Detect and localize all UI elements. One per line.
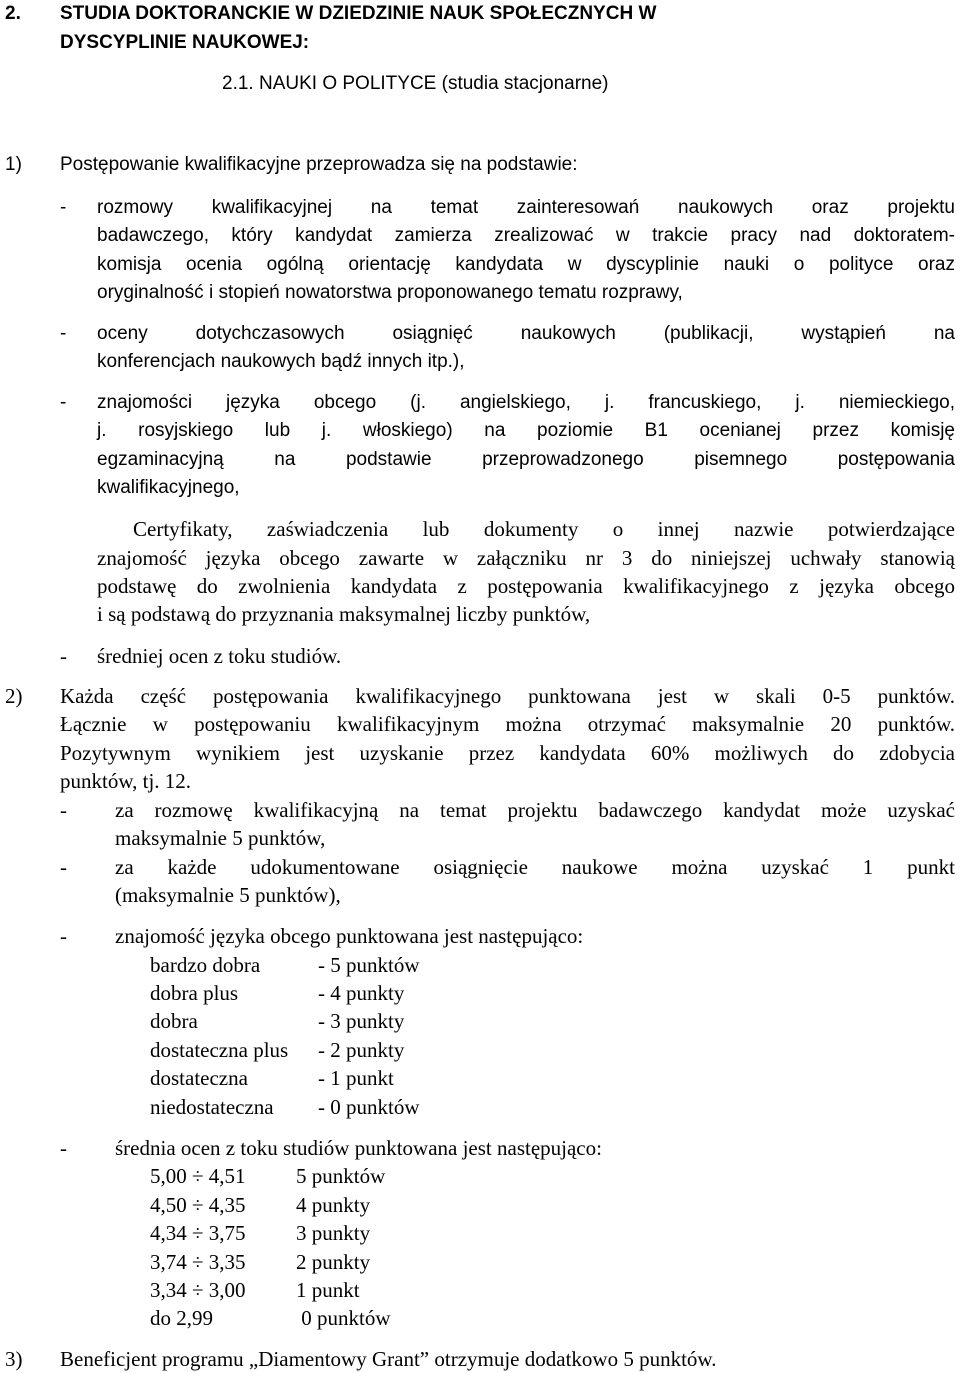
section-2-intro-line-2: Łącznie w postępowaniu kwalifikacyjnym można otrzymać maksymalnie 20 punktów. xyxy=(60,712,955,736)
section-1-b-line-2: konferencjach naukowych bądź innych itp.), xyxy=(97,351,465,372)
section-1-intro: Postępowanie kwalifikacyjne przeprowadza się na podstawie: xyxy=(60,154,578,175)
section-2-c-dash: - xyxy=(60,924,67,948)
section-1-b-dash: - xyxy=(60,323,67,344)
section-1-a-line-1: rozmowy kwalifikacyjnej na temat zainteresowań naukowych oraz projektu xyxy=(97,197,955,218)
section-1-a-dash: - xyxy=(60,197,67,218)
avg-range: 4,34 ÷ 3,75 xyxy=(150,1221,246,1245)
subheading: 2.1. NAUKI O POLITYCE (studia stacjonarne) xyxy=(222,73,609,94)
lang-grade: dobra plus xyxy=(150,981,239,1005)
avg-range: 3,74 ÷ 3,35 xyxy=(150,1250,246,1274)
certificates-line-2: znajomość języka obcego zawarte w załączniku nr 3 do niniejszej uchwały stanowią xyxy=(97,546,955,570)
section-2-a-dash: - xyxy=(60,798,67,822)
section-1-b-line-1: oceny dotychczasowych osiągnięć naukowych (publikacji, wystąpień na xyxy=(97,323,955,344)
lang-points: - 0 punktów xyxy=(318,1095,420,1119)
avg-points: 2 punkty xyxy=(296,1250,371,1274)
heading-number: 2. xyxy=(5,3,21,24)
lang-grade: bardzo dobra xyxy=(150,953,261,977)
lang-points: - 3 punkty xyxy=(318,1009,405,1033)
avg-points: 1 punkt xyxy=(296,1278,360,1302)
section-1-c-dash: - xyxy=(60,392,67,413)
avg-points: 4 punkty xyxy=(296,1193,371,1217)
avg-range: 4,50 ÷ 4,35 xyxy=(150,1193,246,1217)
certificates-line-1: Certyfikaty, zaświadczenia lub dokumenty o innej nazwie potwierdzające xyxy=(133,517,955,541)
avg-range: 3,34 ÷ 3,00 xyxy=(150,1278,246,1302)
section-2-intro-line-1: Każda część postępowania kwalifikacyjnego punktowana jest w skali 0-5 punktów. xyxy=(60,684,955,708)
avg-points: 3 punkty xyxy=(296,1221,371,1245)
avg-points: 5 punktów xyxy=(296,1164,386,1188)
section-1-number: 1) xyxy=(5,154,22,175)
section-2-c: znajomość języka obcego punktowana jest następująco: xyxy=(115,924,584,948)
section-1-d: średniej ocen z toku studiów. xyxy=(97,644,342,668)
lang-points: - 1 punkt xyxy=(318,1066,394,1090)
certificates-line-3: podstawę do zwolnienia kandydata z postępowania kwalifikacyjnego z języka obcego xyxy=(97,574,955,598)
section-2-a-line-2: maksymalnie 5 punktów, xyxy=(115,826,326,850)
certificates-line-4: i są podstawą do przyznania maksymalnej liczby punktów, xyxy=(97,602,591,626)
section-2-a-line-1: za rozmowę kwalifikacyjną na temat projektu badawczego kandydat może uzyskać xyxy=(115,798,955,822)
avg-points: 0 punktów xyxy=(296,1306,391,1330)
section-2-d-dash: - xyxy=(60,1136,67,1160)
lang-grade: niedostateczna xyxy=(150,1095,274,1119)
section-1-c-line-3: egzaminacyjną na podstawie przeprowadzonego pisemnego postępowania xyxy=(97,449,955,470)
heading-line-1: STUDIA DOKTORANCKIE W DZIEDZINIE NAUK SPOŁECZNYCH W xyxy=(60,3,657,24)
section-2-number: 2) xyxy=(5,684,23,708)
section-2-intro-line-4: punktów, tj. 12. xyxy=(60,769,192,793)
section-1-a-line-4: oryginalność i stopień nowatorstwa proponowanego tematu rozprawy, xyxy=(97,282,683,303)
heading-line-2: DYSCYPLINIE NAUKOWEJ: xyxy=(60,32,310,53)
section-2-b-dash: - xyxy=(60,855,67,879)
lang-points: - 4 punkty xyxy=(318,981,405,1005)
avg-range: 5,00 ÷ 4,51 xyxy=(150,1164,246,1188)
section-1-c-line-2: j. rosyjskiego lub j. włoskiego) na poziomie B1 ocenianej przez komisję xyxy=(97,420,955,441)
section-1-a-line-2: badawczego, który kandydat zamierza zrealizować w trakcie pracy nad doktoratem- xyxy=(97,225,955,246)
avg-range: do 2,99 xyxy=(150,1306,213,1330)
section-3-number: 3) xyxy=(5,1347,23,1371)
section-2-b-line-1: za każde udokumentowane osiągnięcie naukowe można uzyskać 1 punkt xyxy=(115,855,955,879)
section-1-c-line-4: kwalifikacyjnego, xyxy=(97,477,240,498)
lang-grade: dostateczna plus xyxy=(150,1038,289,1062)
section-1-d-dash: - xyxy=(60,644,67,668)
section-1-a-line-3: komisja ocenia ogólną orientację kandydata w dyscyplinie nauki o polityce oraz xyxy=(97,254,955,275)
section-3-text: Beneficjent programu „Diamentowy Grant” otrzymuje dodatkowo 5 punktów. xyxy=(60,1347,717,1371)
lang-points: - 2 punkty xyxy=(318,1038,405,1062)
section-2-d: średnia ocen z toku studiów punktowana jest następująco: xyxy=(115,1136,602,1160)
lang-grade: dobra xyxy=(150,1009,198,1033)
lang-points: - 5 punktów xyxy=(318,953,420,977)
lang-grade: dostateczna xyxy=(150,1066,248,1090)
section-2-intro-line-3: Pozytywnym wynikiem jest uzyskanie przez kandydata 60% możliwych do zdobycia xyxy=(60,741,955,765)
section-1-c-line-1: znajomości języka obcego (j. angielskiego, j. francuskiego, j. niemieckiego, xyxy=(97,392,955,413)
section-2-b-line-2: (maksymalnie 5 punktów), xyxy=(115,883,341,907)
